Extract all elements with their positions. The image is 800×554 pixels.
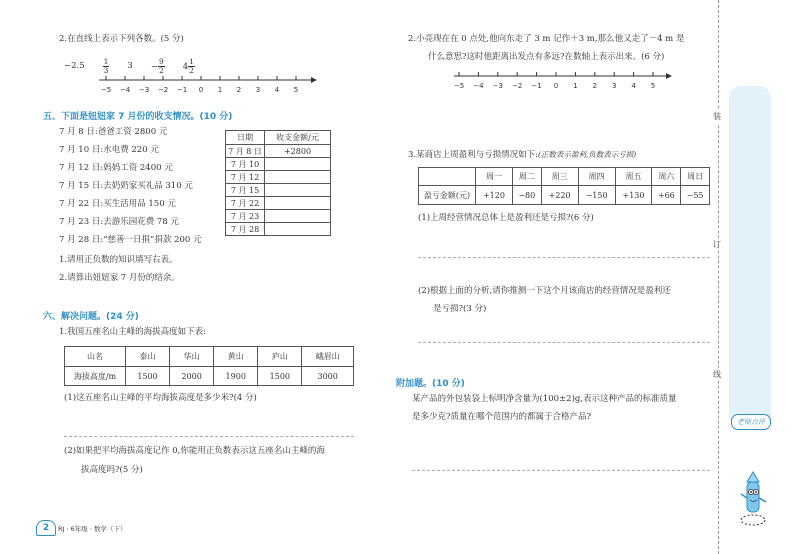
r-q3-sub2-line2: 是亏损?(3 分) bbox=[433, 304, 487, 314]
number-line-tick-label: 2 bbox=[236, 86, 242, 94]
table-cell: 7 月 23 bbox=[226, 210, 265, 223]
number-line-tick-label: −5 bbox=[100, 86, 112, 94]
table-cell: 海拔高度/m bbox=[65, 367, 126, 386]
mixed-four-and-half: 4 $\frac{1}{2}$ bbox=[182, 56, 194, 75]
table-cell: 盈亏金额(元) bbox=[419, 186, 476, 205]
table-cell-blank[interactable] bbox=[265, 158, 331, 171]
teacher-comment-label: 老师点评 bbox=[731, 414, 771, 430]
s6-q1-sub2-line1: (2)如果把平均海拔高度记作 0,你能用正负数表示这五座名山主峰的海 bbox=[64, 446, 325, 456]
list-item: 7 月 23 日:去游乐园花费 78 元 bbox=[59, 217, 179, 227]
number-line-tick-label: 5 bbox=[293, 86, 299, 94]
number-line-tick-label: −3 bbox=[138, 86, 150, 94]
table-cell: 7 月 12 bbox=[226, 171, 265, 184]
list-item: 7 月 10 日:水电费 220 元 bbox=[59, 145, 159, 155]
cut-label-ding: 订 bbox=[713, 240, 721, 249]
table-cell: 7 月 22 bbox=[226, 197, 265, 210]
table-header: 周日 bbox=[681, 168, 710, 186]
s5-q2: 2.请算出妞妞家 7 月份的结余。 bbox=[59, 273, 180, 283]
table-cell: −55 bbox=[681, 186, 710, 205]
number-line-tick-label: −4 bbox=[473, 82, 484, 90]
list-item: 7 月 8 日:爸爸工资 2800 元 bbox=[59, 127, 168, 137]
section-5-heading: 五、下面是妞妞家 7 月份的收支情况。(10 分) bbox=[43, 112, 233, 122]
income-table bbox=[225, 130, 331, 236]
table-cell: 7 月 15 bbox=[226, 184, 265, 197]
table-cell-blank[interactable] bbox=[265, 171, 331, 184]
number-line-tick-label: 1 bbox=[217, 86, 223, 94]
profit-table bbox=[418, 167, 710, 205]
number-line-tick-label: −2 bbox=[157, 86, 169, 94]
table-header: 周三 bbox=[541, 168, 578, 186]
table-header: 山名 bbox=[65, 347, 126, 367]
table-cell: 1500 bbox=[126, 367, 170, 386]
table-cell: 7 月 8 日 bbox=[226, 145, 265, 158]
number-line-left bbox=[95, 56, 320, 100]
r-q3-sub1: (1)上周经营情况总体上是盈利还是亏损?(6 分) bbox=[418, 213, 594, 223]
bonus-heading: 附加题。(10 分) bbox=[396, 379, 465, 389]
table-cell-blank[interactable] bbox=[265, 223, 331, 236]
page-number: 2 bbox=[42, 523, 50, 533]
s6-q1-intro: 1.我国五座名山主峰的海拔高度如下表: bbox=[59, 327, 206, 337]
teacher-comment-panel bbox=[729, 86, 771, 426]
table-header: 周四 bbox=[578, 168, 615, 186]
number-line-tick-label: 0 bbox=[198, 86, 204, 94]
number-line-tick-label: −1 bbox=[176, 86, 188, 94]
number-line-tick-label: 4 bbox=[631, 82, 636, 90]
table-cell: −80 bbox=[512, 186, 541, 205]
number-line-tick-label: 5 bbox=[650, 82, 656, 90]
table-cell: 7 月 10 bbox=[226, 158, 265, 171]
table-header: 周二 bbox=[512, 168, 541, 186]
table-header: 华山 bbox=[170, 347, 214, 367]
list-item: 7 月 28 日:“慈善一日捐”捐款 200 元 bbox=[59, 235, 202, 245]
r-q2-line1: 2.小亮现在在 0 点处,他向东走了 3 m 记作＋3 m,那么他又走了－4 m 是 bbox=[408, 34, 685, 44]
r-q3-sub2-line1: (2)根据上面的分析,请你推测一下这个月该商店的经营情况是盈利还 bbox=[418, 286, 671, 296]
table-header: 泰山 bbox=[126, 347, 170, 367]
table-header: 周一 bbox=[476, 168, 513, 186]
table-cell: +2800 bbox=[265, 145, 331, 158]
binding-cut-line bbox=[718, 0, 720, 554]
number-neg-2-5: −2.5 bbox=[64, 60, 85, 71]
table-cell: +66 bbox=[652, 186, 681, 205]
divider bbox=[412, 470, 710, 471]
number-line-tick-label: −3 bbox=[492, 82, 503, 90]
fraction-one-third: $\frac{1}{3}$ bbox=[103, 56, 109, 75]
page-number-badge bbox=[36, 520, 56, 536]
table-cell: +220 bbox=[541, 186, 578, 205]
table-cell: 3000 bbox=[302, 367, 354, 386]
mascot-icon bbox=[736, 470, 774, 528]
number-line-tick-label: 3 bbox=[611, 82, 617, 90]
table-cell: 1500 bbox=[258, 367, 302, 386]
section-6-heading: 六、解决问题。(24 分) bbox=[43, 312, 139, 322]
number-line-tick-label: 0 bbox=[553, 82, 559, 90]
number-line-tick-label: −5 bbox=[453, 82, 465, 90]
r-q3-intro-main: 3.某商店上周盈利与亏损情况如下: bbox=[408, 150, 538, 160]
number-line-tick-label: 1 bbox=[573, 82, 578, 90]
r-q2-line2: 什么意思?这时他距离出发点有多远?在数轴上表示出来。(6 分) bbox=[428, 52, 665, 62]
mountain-table bbox=[64, 346, 354, 386]
r-q3-intro bbox=[408, 149, 636, 161]
table-header: 黄山 bbox=[214, 347, 258, 367]
number-3: 3 bbox=[127, 60, 133, 71]
s5-q1: 1.请用正负数的知识填写右表。 bbox=[59, 255, 178, 265]
list-item: 7 月 15 日:去奶奶家买礼品 310 元 bbox=[59, 181, 193, 191]
number-line-tick-label: −4 bbox=[119, 86, 131, 94]
table-header: 周六 bbox=[652, 168, 681, 186]
table-cell: −150 bbox=[578, 186, 615, 205]
number-line-right bbox=[450, 64, 675, 104]
q2-title: 2.在直线上表示下列各数。(5 分) bbox=[59, 34, 184, 44]
divider bbox=[418, 342, 710, 343]
divider bbox=[418, 257, 710, 258]
table-cell-blank[interactable] bbox=[265, 184, 331, 197]
table-header: 周五 bbox=[615, 168, 652, 186]
bonus-line2: 是多少克?质量在哪个范围内的都属于合格产品? bbox=[412, 412, 592, 422]
table-cell: 2000 bbox=[170, 367, 214, 386]
cut-label-xian: 线 bbox=[713, 370, 721, 379]
footer-text: RJ · 6年级 · 数学（下） bbox=[58, 525, 127, 533]
table-header: 庐山 bbox=[258, 347, 302, 367]
table-cell: 1900 bbox=[214, 367, 258, 386]
table-header: 峨眉山 bbox=[302, 347, 354, 367]
table-header: 收支金额/元 bbox=[265, 131, 331, 145]
list-item: 7 月 12 日:妈妈工资 2400 元 bbox=[59, 163, 173, 173]
table-header: 日期 bbox=[226, 131, 265, 145]
table-cell-blank[interactable] bbox=[265, 210, 331, 223]
number-line-tick-label: −1 bbox=[531, 82, 542, 90]
income-expense-list bbox=[59, 127, 202, 253]
list-item: 7 月 22 日:买生活用品 150 元 bbox=[59, 199, 176, 209]
number-line-tick-label: 2 bbox=[592, 82, 598, 90]
table-cell: +130 bbox=[615, 186, 652, 205]
table-cell: 7 月 28 bbox=[226, 223, 265, 236]
s6-q1-sub2-line2: 拔高度吗?(5 分) bbox=[81, 465, 143, 475]
divider bbox=[64, 436, 354, 437]
fraction-neg-nine-halves: − $\frac{9}{2}$ bbox=[150, 56, 164, 75]
s6-q1-sub1: (1)这五座名山主峰的平均海拔高度是多少米?(4 分) bbox=[64, 393, 257, 403]
number-line-tick-label: −2 bbox=[512, 82, 523, 90]
table-header bbox=[419, 168, 476, 186]
table-cell: +120 bbox=[476, 186, 513, 205]
r-q3-intro-note: (正数表示盈利,负数表示亏损) bbox=[537, 150, 637, 159]
table-cell-blank[interactable] bbox=[265, 197, 331, 210]
bonus-line1: 某产品的外包装袋上标明净含量为(100±2)g,表示这种产品的标准质量 bbox=[412, 394, 677, 404]
number-line-tick-label: 3 bbox=[255, 86, 261, 94]
number-line-tick-label: 4 bbox=[274, 86, 280, 94]
cut-label-zhuang: 装 bbox=[713, 112, 721, 121]
